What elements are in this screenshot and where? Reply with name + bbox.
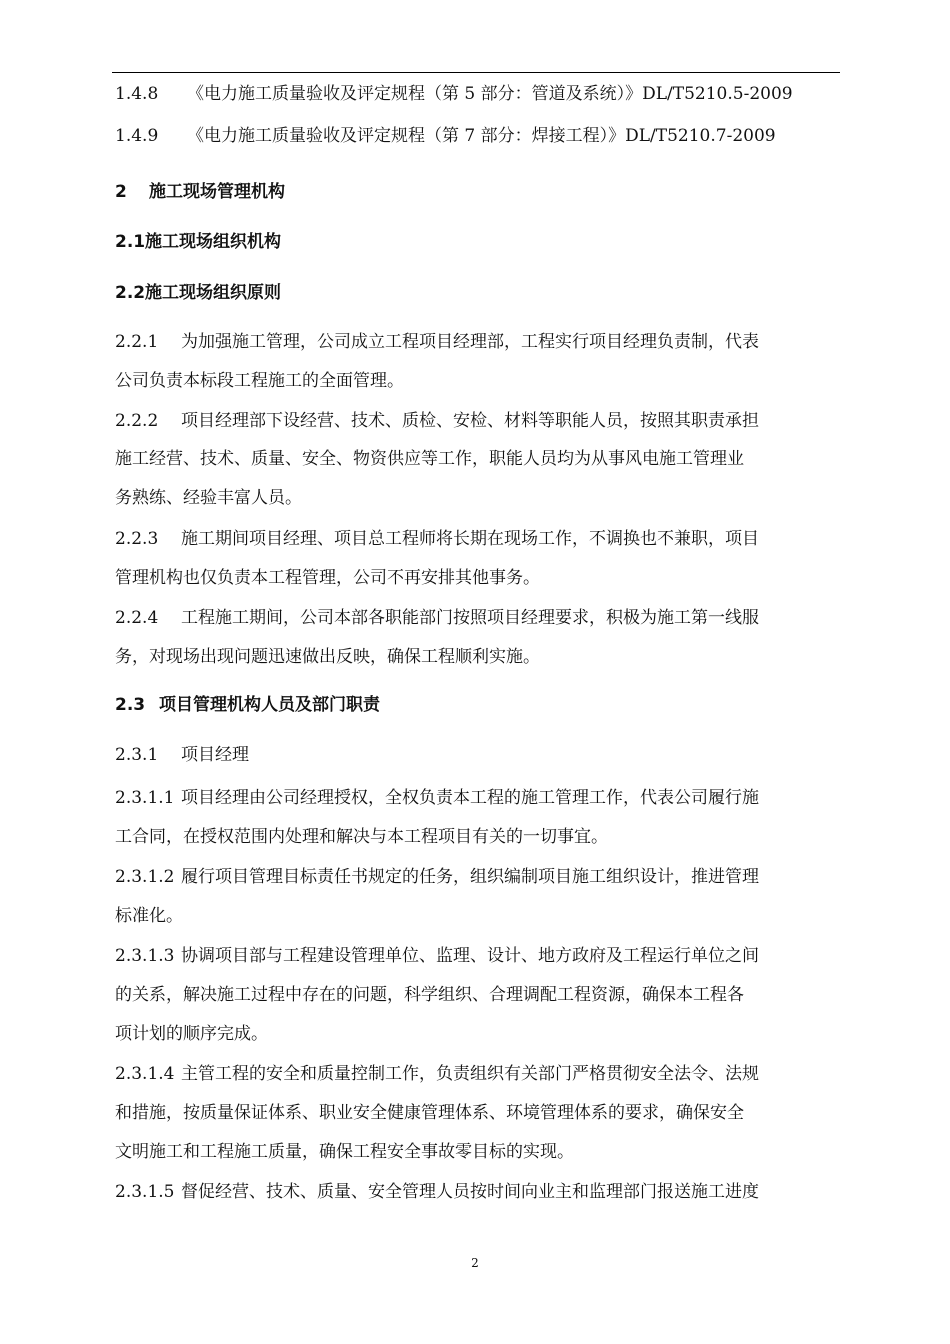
text-line-p-2-3-1-4-c — [115, 1141, 835, 1163]
text-line-p-2-2-2-b — [115, 448, 835, 470]
line-text: 《电力施工质量验收及评定规程（第 5 部分：管道及系统）》DL/T5210.5-2009 — [187, 84, 793, 104]
text-line-p-2-3-1 — [115, 744, 835, 766]
text-line-ref-1-4-9 — [115, 125, 835, 147]
line-text: 协调项目部与工程建设管理单位、监理、设计、地方政府及工程运行单位之间 — [181, 946, 759, 966]
line-text: 项计划的顺序完成。 — [115, 1024, 268, 1044]
section-number: 2.2.4 — [115, 608, 159, 628]
text-line-p-2-3-1-2-a — [115, 866, 835, 888]
text-line-p-2-3-1-4-b — [115, 1102, 835, 1124]
line-text: 《电力施工质量验收及评定规程（第 7 部分：焊接工程）》DL/T5210.7-2009 — [187, 126, 776, 146]
section-number: 2.3.1.4 — [115, 1064, 175, 1084]
line-text: 施工现场组织机构 — [145, 232, 281, 252]
line-text: 工程施工期间，公司本部各职能部门按照项目经理要求，积极为施工第一线服 — [181, 608, 759, 628]
text-line-p-2-2-2-a — [115, 410, 835, 432]
text-line-p-2-3-1-2-b — [115, 905, 835, 927]
heading-h-2 — [115, 181, 835, 203]
text-line-ref-1-4-8 — [115, 83, 835, 105]
line-text: 和措施，按质量保证体系、职业安全健康管理体系、环境管理体系的要求，确保安全 — [115, 1103, 744, 1123]
text-line-p-2-2-2-c — [115, 487, 835, 509]
section-number: 2.3.1 — [115, 745, 159, 765]
line-text: 施工现场组织原则 — [145, 283, 281, 303]
section-number: 2.2.2 — [115, 411, 159, 431]
line-text: 履行项目管理目标责任书规定的任务，组织编制项目施工组织设计，推进管理 — [181, 867, 759, 887]
line-text: 工合同，在授权范围内处理和解决与本工程项目有关的一切事宜。 — [115, 827, 608, 847]
section-number: 2.2.1 — [115, 332, 159, 352]
line-text: 督促经营、技术、质量、安全管理人员按时间向业主和监理部门报送施工进度 — [181, 1182, 759, 1202]
line-text: 标准化。 — [115, 906, 183, 926]
section-number: 2.3 — [115, 695, 146, 715]
section-number: 2.2 — [115, 283, 146, 303]
section-number: 2.3.1.5 — [115, 1182, 175, 1202]
line-text: 施工现场管理机构 — [149, 182, 285, 202]
line-text: 项目经理 — [181, 745, 249, 765]
section-number: 2.3.1.1 — [115, 788, 175, 808]
line-text: 项目经理部下设经营、技术、质检、安检、材料等职能人员，按照其职责承担 — [181, 411, 759, 431]
text-line-p-2-3-1-3-b — [115, 984, 835, 1006]
text-line-p-2-3-1-5-a — [115, 1181, 835, 1203]
line-text: 务，对现场出现问题迅速做出反映，确保工程顺利实施。 — [115, 647, 540, 667]
line-text: 为加强施工管理，公司成立工程项目经理部，工程实行项目经理负责制，代表 — [181, 332, 759, 352]
line-text: 公司负责本标段工程施工的全面管理。 — [115, 371, 404, 391]
section-number: 2.2.3 — [115, 529, 159, 549]
text-line-p-2-3-1-3-c — [115, 1023, 835, 1045]
text-line-p-2-2-4-a — [115, 607, 835, 629]
text-line-p-2-2-4-b — [115, 646, 835, 668]
line-text: 管理机构也仅负责本工程管理，公司不再安排其他事务。 — [115, 568, 540, 588]
text-line-p-2-3-1-4-a — [115, 1063, 835, 1085]
text-line-p-2-2-3-b — [115, 567, 835, 589]
section-number: 1.4.8 — [115, 84, 159, 104]
line-text: 项目管理机构人员及部门职责 — [159, 695, 380, 715]
text-line-p-2-3-1-3-a — [115, 945, 835, 967]
section-number: 2 — [115, 182, 127, 202]
line-text: 主管工程的安全和质量控制工作，负责组织有关部门严格贯彻安全法令、法规 — [181, 1064, 759, 1084]
text-line-p-2-3-1-1-a — [115, 787, 835, 809]
section-number: 2.3.1.2 — [115, 867, 175, 887]
section-number: 2.3.1.3 — [115, 946, 175, 966]
text-line-p-2-2-3-a — [115, 528, 835, 550]
heading-h-2-3 — [115, 694, 835, 716]
section-number: 1.4.9 — [115, 126, 159, 146]
text-line-p-2-3-1-1-b — [115, 826, 835, 848]
line-text: 务熟练、经验丰富人员。 — [115, 488, 302, 508]
header-rule — [112, 72, 840, 73]
text-line-p-2-2-1-a — [115, 331, 835, 353]
page-number: 2 — [471, 1256, 479, 1270]
line-text: 施工经营、技术、质量、安全、物资供应等工作，职能人员均为从事风电施工管理业 — [115, 449, 744, 469]
section-number: 2.1 — [115, 232, 146, 252]
line-text: 的关系，解决施工过程中存在的问题，科学组织、合理调配工程资源，确保本工程各 — [115, 985, 744, 1005]
heading-h-2-2 — [115, 282, 835, 304]
line-text: 文明施工和工程施工质量，确保工程安全事故零目标的实现。 — [115, 1142, 574, 1162]
heading-h-2-1 — [115, 231, 835, 253]
line-text: 项目经理由公司经理授权，全权负责本工程的施工管理工作，代表公司履行施 — [181, 788, 759, 808]
text-line-p-2-2-1-b — [115, 370, 835, 392]
line-text: 施工期间项目经理、项目总工程师将长期在现场工作，不调换也不兼职，项目 — [181, 529, 759, 549]
